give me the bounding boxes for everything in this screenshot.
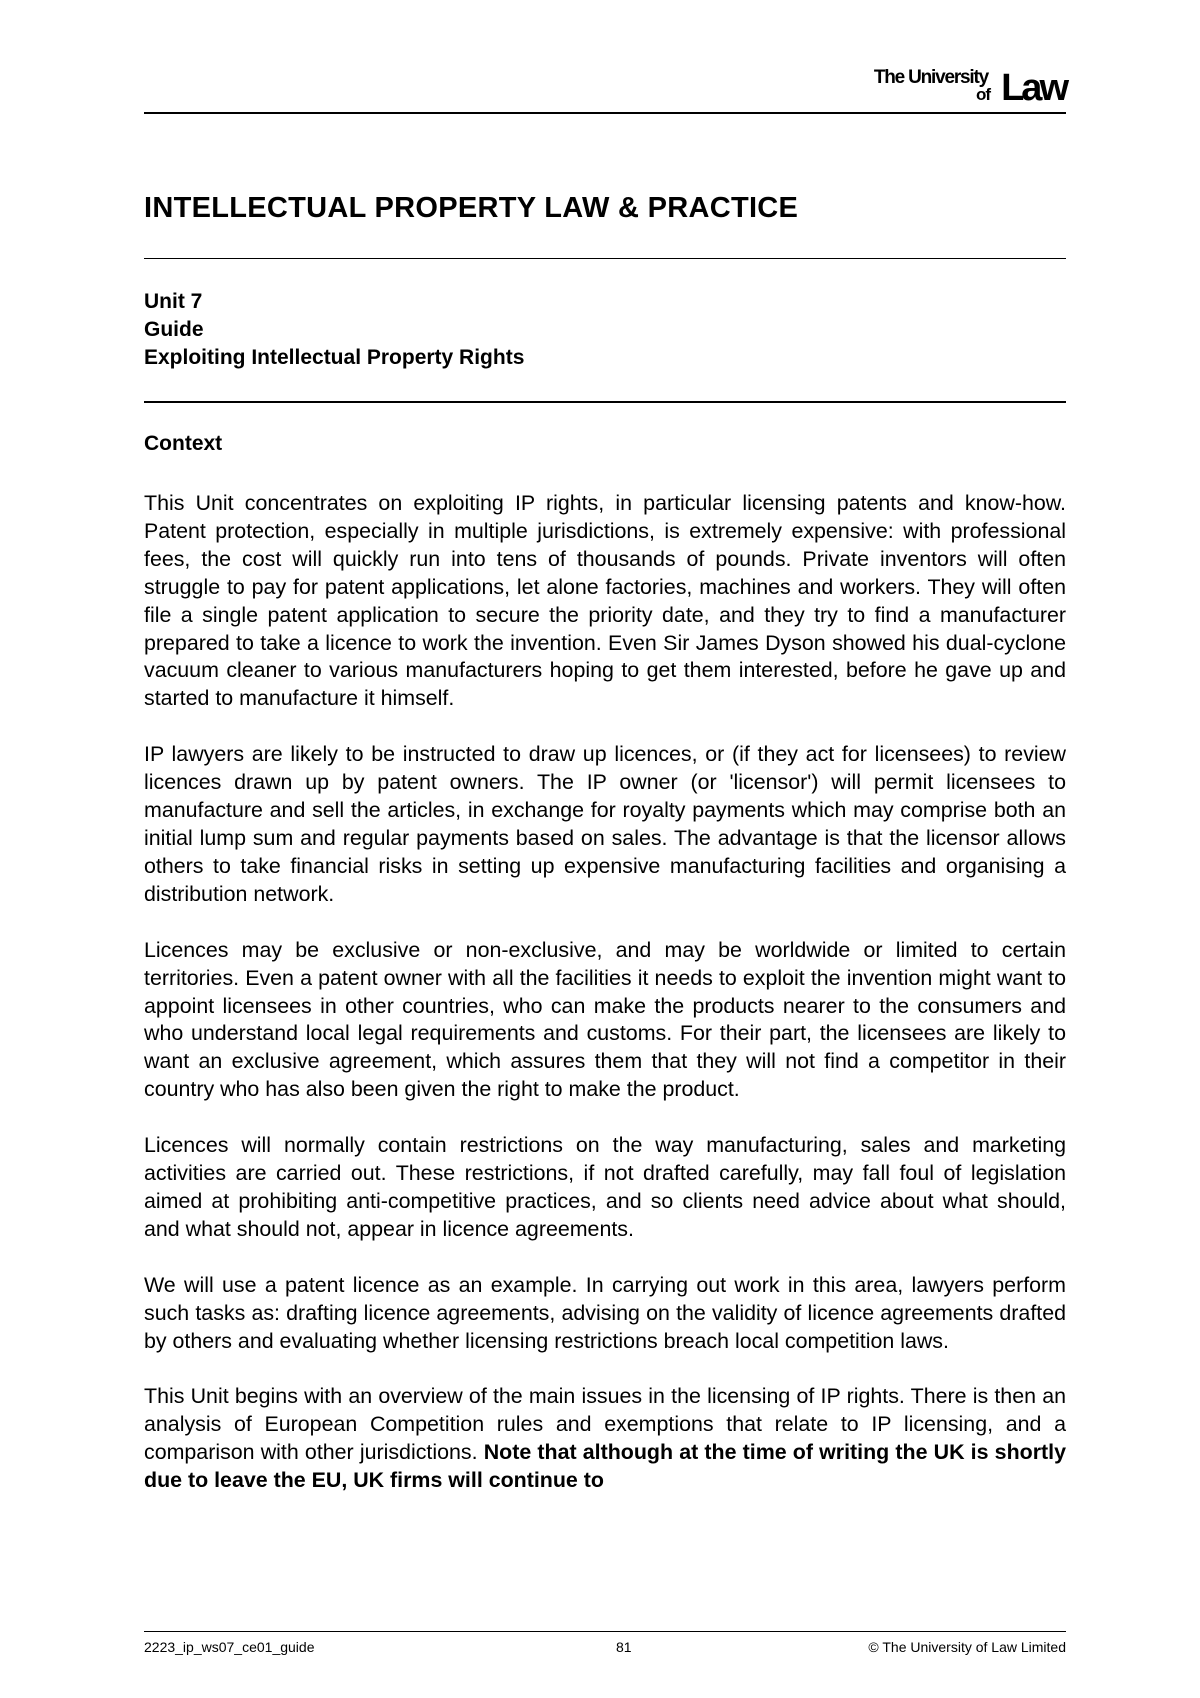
page-footer (144, 1637, 1066, 1657)
paragraph-text: This Unit begins with an overview of the main issues in the licensing of IP rights. There is then an analysis of European Competition rules and exemptions that relate to IP licensing, and a comparison with other jurisdictions. (144, 1384, 1066, 1465)
unit-divider (144, 401, 1066, 403)
paragraph (144, 1383, 1066, 1495)
document-code: 2223_ip_ws07_ce01_guide (144, 1639, 315, 1655)
document-page (144, 0, 1066, 1698)
paragraph: Licences may be exclusive or non-exclusive, and may be worldwide or limited to certain territories. Even a patent owner with all the facilities it needs to exploit the invention might want to appoint licensees in other countries, who can make the products nearer to the consumers and who understand local legal requirements and customs. For their part, the licensees are likely to want an exclusive agreement, which assures them that they will not find a competitor in their country who has also been given the right to make the product. (144, 937, 1066, 1102)
unit-info (144, 288, 524, 372)
page-number: 81 (616, 1639, 632, 1655)
bold-note: Note that although at the time of writing the UK is shortly due to leave the EU, UK firms will continue to (144, 1440, 1066, 1493)
paragraph: IP lawyers are likely to be instructed to draw up licences, or (if they act for licensees) to review licences drawn up by patent owners. The IP owner (or 'licensor') will permit licensees to manufacture and sell the articles, in exchange for royalty payments which may comprise both an initial lump sum and regular payments based on sales. The advantage is that the licensor allows others to take financial risks in setting up expensive manufacturing facilities and organising a distribution network. (144, 742, 1066, 906)
university-logo (826, 66, 1066, 109)
header-divider (144, 112, 1066, 114)
logo-line-2: of (975, 85, 990, 104)
paragraph: This Unit concentrates on exploiting IP rights, in particular licensing patents and know-how. Patent protection, especially in multiple jurisdictions, is extremely expensive: with professional fees, the cost will quickly run into tens of thousands of pounds. Private inventors will often struggle to pay for patent applications, let alone factories, machines and workers. They will often file a single patent application to secure the priority date, and they try to find a manufacturer prepared to take a licence to work the invention. Even Sir James Dyson showed his dual-cyclone vacuum cleaner to various manufacturers hoping to get them interested, before he gave up and started to manufacture it himself. (144, 491, 1066, 711)
logo-line-3: Law (1001, 67, 1066, 109)
section-heading: Context (144, 432, 223, 455)
unit-subtitle: Exploiting Intellectual Property Rights (144, 346, 525, 369)
paragraph: Licences will normally contain restrictions on the way manufacturing, sales and marketing activities are carried out. These restrictions, if not drafted carefully, may fall foul of legislation aimed at prohibiting anti-competitive practices, and so clients need advice about what should, and what should not, appear in licence agreements. (144, 1133, 1066, 1241)
title-divider (144, 258, 1066, 259)
paragraph: We will use a patent licence as an example. In carrying out work in this area, lawyers perform such tasks as: drafting licence agreements, advising on the validity of licence agreements drafted by others and evaluating whether licensing restrictions breach local competition laws. (144, 1272, 1066, 1353)
document-type: Guide (144, 318, 204, 341)
unit-number: Unit 7 (144, 290, 203, 313)
body-text (144, 490, 1066, 1523)
logo-line-1: The University (873, 67, 988, 88)
document-title: INTELLECTUAL PROPERTY LAW & PRACTICE (144, 192, 799, 224)
footer-divider (144, 1631, 1066, 1632)
copyright-notice: © The University of Law Limited (868, 1639, 1066, 1655)
